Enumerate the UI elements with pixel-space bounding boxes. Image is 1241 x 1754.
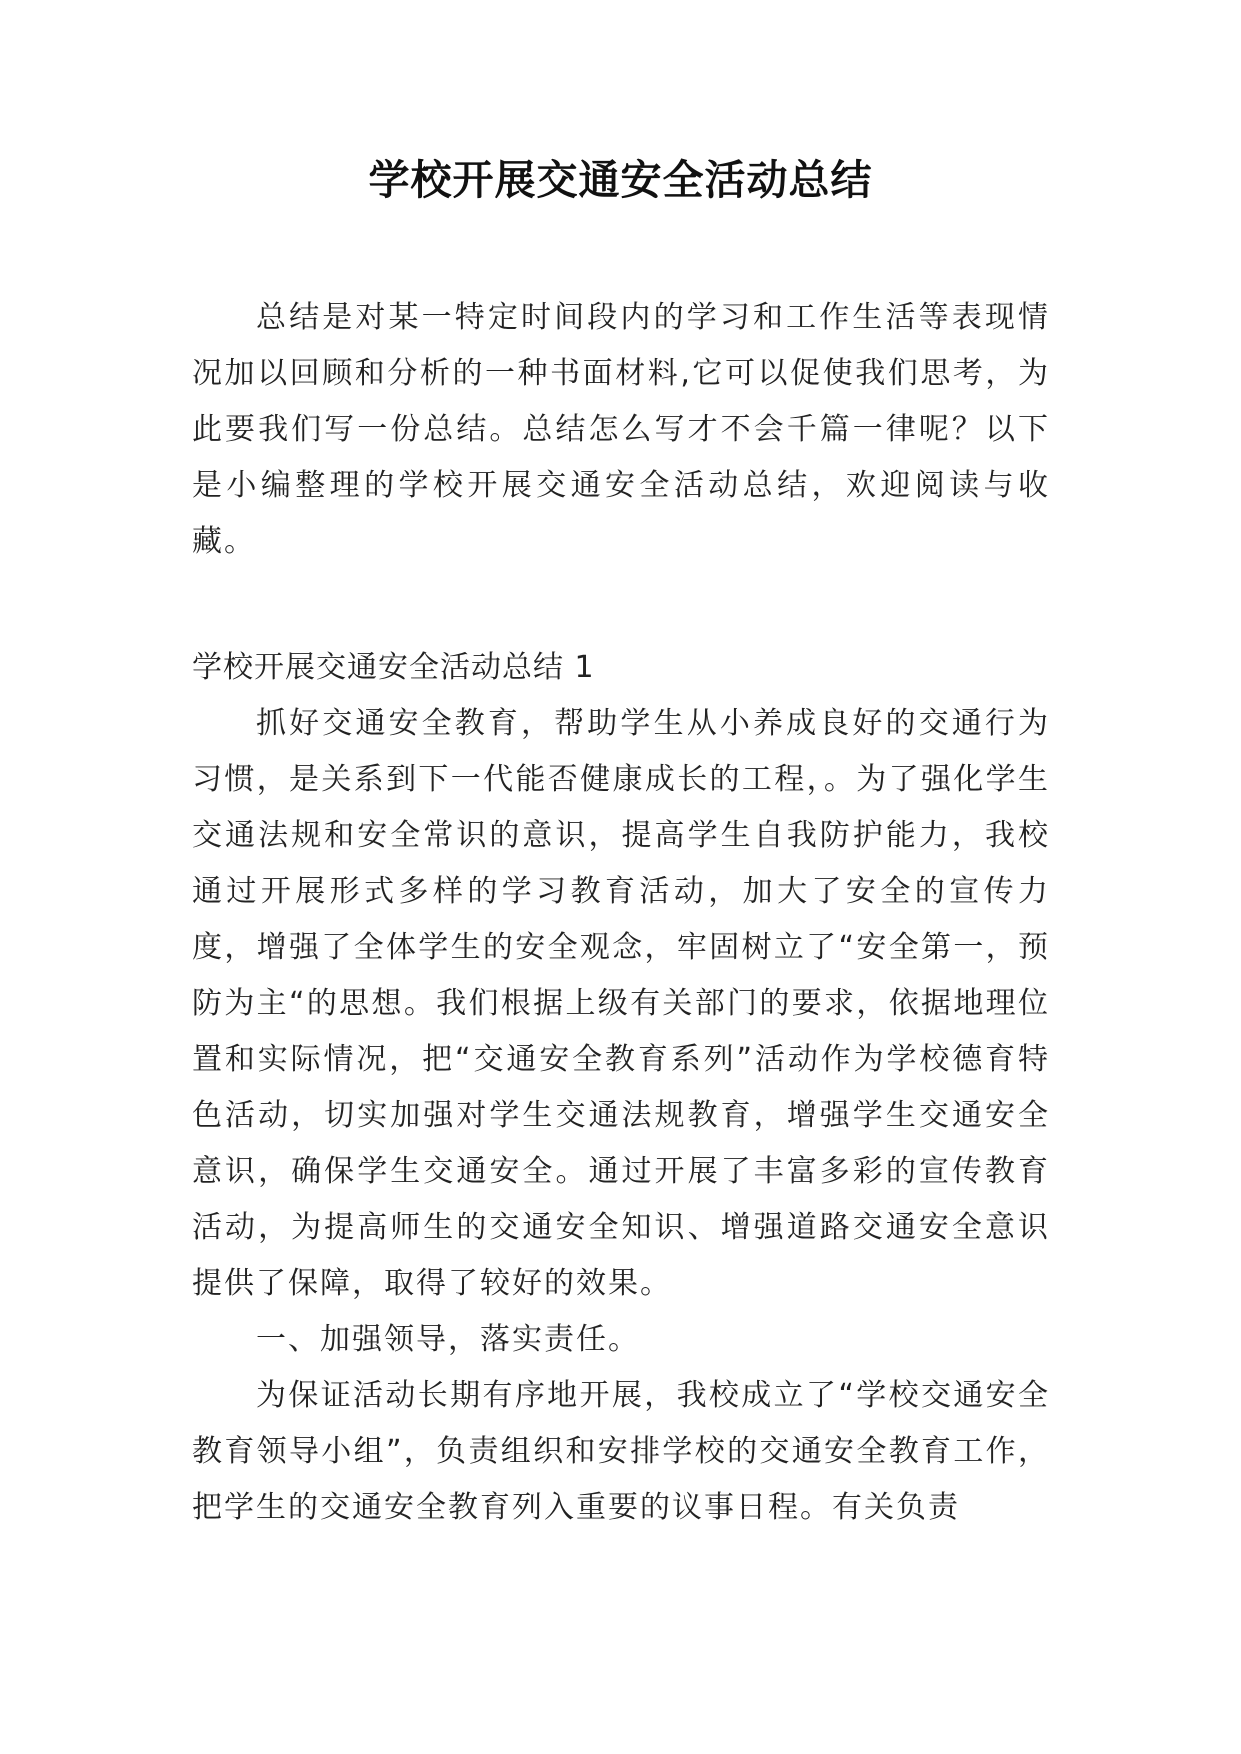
subheading-paragraph: 一、加强领导，落实责任。	[256, 1322, 640, 1357]
section-heading: 学校开展交通安全活动总结 1	[192, 650, 595, 685]
section-body	[192, 696, 1050, 1536]
intro-paragraph: 总结是对某一特定时间段内的学习和工作生活等表现情况加以回顾和分析的一种书面材料,它可以促使我们思考，为此要我们写一份总结。总结怎么写才不会千篇一律呢？以下是小编整理的学校开展交通安全活动总结，欢迎阅读与收藏。	[192, 300, 1050, 559]
section-heading-wrapper	[192, 640, 1050, 696]
body-paragraph: 为保证活动长期有序地开展，我校成立了“学校交通安全教育领导小组”，负责组织和安排学校的交通安全教育工作，把学生的交通安全教育列入重要的议事日程。有关负责	[192, 1378, 1050, 1525]
document-title: 学校开展交通安全活动总结	[368, 156, 873, 204]
body-paragraph: 抓好交通安全教育，帮助学生从小养成良好的交通行为习惯，是关系到下一代能否健康成长的工程，。为了强化学生交通法规和安全常识的意识，提高学生自我防护能力，我校通过开展形式多样的学习教育活动，加大了安全的宣传力度，增强了全体学生的安全观念，牢固树立了“安全第一，预防为主“的思想。我们根据上级有关部门的要求，依据地理位置和实际情况，把“交通安全教育系列”活动作为学校德育特色活动，切实加强对学生交通法规教育，增强学生交通安全意识，确保学生交通安全。通过开展了丰富多彩的宣传教育活动，为提高师生的交通安全知识、增强道路交通安全意识提供了保障，取得了较好的效果。	[192, 706, 1050, 1301]
intro-section	[192, 290, 1050, 570]
